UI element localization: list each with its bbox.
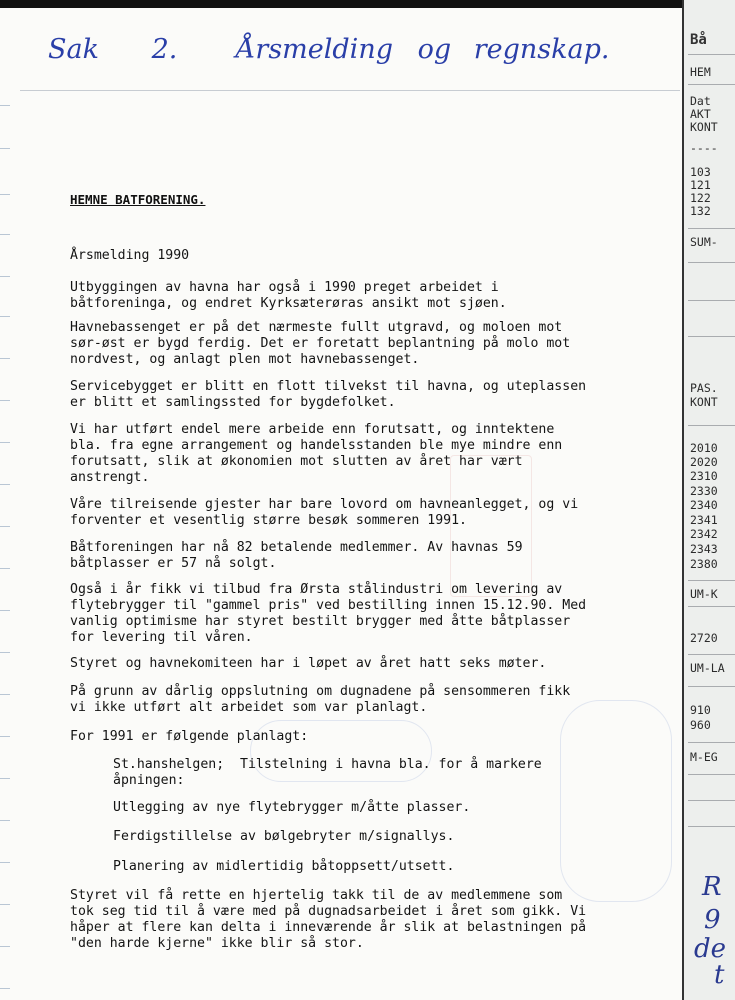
strip-rule: [688, 84, 735, 85]
strip-text: M-EG: [690, 750, 718, 764]
strip-text: 103: [690, 165, 711, 179]
margin-rule: [0, 904, 10, 905]
margin-rule: [0, 946, 10, 947]
margin-rule: [0, 194, 10, 195]
strip-text: 121: [690, 178, 711, 192]
handwritten-word: og: [417, 34, 452, 65]
paragraph: Båtforeningen har nå 82 betalende medlemmer. Av havnas 59 båtplasser er 57 nå solgt.: [70, 540, 523, 571]
margin-rule: [0, 442, 10, 443]
strip-rule: [688, 826, 735, 827]
paragraph: På grunn av dårlig oppslutning om dugnadene på sensommeren fikk vi ikke utført alt arbeidet som var planlagt.: [70, 684, 571, 715]
handwritten-word: Årsmelding: [235, 34, 393, 65]
strip-text: AKT: [690, 107, 711, 121]
adjacent-page-strip: [682, 0, 735, 1000]
strip-rule: [688, 336, 735, 337]
organization-name: HEMNE BATFORENING.: [70, 192, 206, 207]
handwritten-word: regnskap.: [473, 34, 610, 65]
strip-text: 122: [690, 191, 711, 205]
strip-text: 960: [690, 718, 711, 732]
strip-text: UM-LA: [690, 661, 725, 675]
strip-rule: [688, 580, 735, 581]
paragraph: Styret vil få rette en hjertelig takk til de av medlemmene som tok seg tid til å være med på dugnadsarbeidet i året som gikk. Vi håper at flere kan delta i inneværende år slik at belastningen på "den harde kjerne" ikke blir så stor.: [70, 888, 587, 951]
strip-text: UM-K: [690, 587, 718, 601]
margin-rule: [0, 234, 10, 235]
margin-rule: [0, 652, 10, 653]
strip-rule: [688, 228, 735, 229]
strip-text: 2342: [690, 527, 718, 541]
strip-text: 2010: [690, 441, 718, 455]
strip-text: 2720: [690, 631, 718, 645]
paragraph: Havnebassenget er på det nærmeste fullt utgravd, og moloen mot sør-øst er bygd ferdig. Det er foretatt beplantning på molo mot nordvest, og anlagt plen mot havnebassenget.: [70, 320, 571, 367]
strip-text: 132: [690, 204, 711, 218]
strip-text: 2340: [690, 498, 718, 512]
paragraph: For 1991 er følgende planlagt:: [70, 729, 309, 744]
strip-rule: [688, 654, 735, 655]
margin-rule: [0, 358, 10, 359]
title-divider: [20, 90, 680, 91]
strip-text: 2020: [690, 455, 718, 469]
paragraph: Vi har utført endel mere arbeide enn forutsatt, og inntektene bla. fra egne arrangement og handelsstanden ble mye mindre enn forutsatt, slik at økonomien mot slutten av året har vært anstrengt.: [70, 422, 563, 485]
strip-text: Dat: [690, 94, 711, 108]
handwritten-word: Sak: [48, 34, 99, 65]
handwritten-note: de: [694, 934, 727, 964]
strip-text: HEM: [690, 65, 711, 79]
handwritten-word: 2.: [151, 34, 178, 65]
strip-text: Bå: [690, 32, 707, 48]
strip-text: 2343: [690, 542, 718, 556]
paragraph: Våre tilreisende gjester har bare lovord om havneanlegget, og vi forventer et vesentlig større besøk sommeren 1991.: [70, 497, 579, 528]
strip-rule: [688, 606, 735, 607]
plan-item: Ferdigstillelse av bølgebryter m/signallys.: [113, 829, 455, 844]
margin-rule: [0, 736, 10, 737]
margin-rule: [0, 862, 10, 863]
strip-text: 2380: [690, 557, 718, 571]
margin-rule: [0, 316, 10, 317]
margin-rule: [0, 778, 10, 779]
strip-text: 2341: [690, 513, 718, 527]
margin-rule: [0, 694, 10, 695]
strip-rule: [688, 300, 735, 301]
handwritten-title: [48, 34, 648, 84]
strip-rule: [688, 686, 735, 687]
strip-rule: [688, 425, 735, 426]
strip-text: KONT: [690, 120, 718, 134]
handwritten-note: R: [702, 872, 722, 902]
margin-rule: [0, 568, 10, 569]
margin-rule: [0, 820, 10, 821]
margin-rule: [0, 276, 10, 277]
paragraph: Servicebygget er blitt en flott tilvekst til havna, og uteplassen er blitt et samlingssted for bygdefolket.: [70, 379, 587, 410]
margin-rule: [0, 148, 10, 149]
margin-rule: [0, 988, 10, 989]
strip-text: KONT: [690, 395, 718, 409]
margin-rule: [0, 610, 10, 611]
margin-rule: [0, 105, 10, 106]
strip-rule: [688, 742, 735, 743]
plan-item: Utlegging av nye flytebrygger m/åtte plasser.: [113, 800, 471, 815]
strip-rule: [688, 774, 735, 775]
paragraph: Utbyggingen av havna har også i 1990 preget arbeidet i båtforeninga, og endret Kyrksæterøras ansikt mot sjøen.: [70, 280, 507, 311]
strip-rule: [688, 800, 735, 801]
report-heading: Årsmelding 1990: [70, 248, 190, 263]
margin-rule: [0, 526, 10, 527]
strip-text: 910: [690, 703, 711, 717]
paragraph: Også i år fikk vi tilbud fra Ørsta stålindustri om levering av flytebrygger til "gammel pris" ved bestilling innen 15.12.90. Med vanlig optimisme har styret bestilt brygger med åtte båtplasser for levering til våren.: [70, 582, 587, 645]
strip-text: 2310: [690, 469, 718, 483]
strip-text: PAS.: [690, 381, 718, 395]
margin-rule: [0, 484, 10, 485]
strip-text: ----: [690, 141, 718, 155]
handwritten-note: t: [714, 960, 725, 990]
strip-rule: [688, 54, 735, 55]
plan-item: Planering av midlertidig båtoppsett/utsett.: [113, 859, 455, 874]
strip-rule: [688, 262, 735, 263]
scan-edge: [0, 0, 735, 8]
paragraph: Styret og havnekomiteen har i løpet av året hatt seks møter.: [70, 656, 547, 671]
handwritten-note: 9: [704, 905, 721, 935]
plan-item: St.hanshelgen; Tilstelning i havna bla. for å markere åpningen:: [113, 757, 542, 788]
margin-rule: [0, 400, 10, 401]
strip-text: SUM-: [690, 235, 718, 249]
strip-text: 2330: [690, 484, 718, 498]
